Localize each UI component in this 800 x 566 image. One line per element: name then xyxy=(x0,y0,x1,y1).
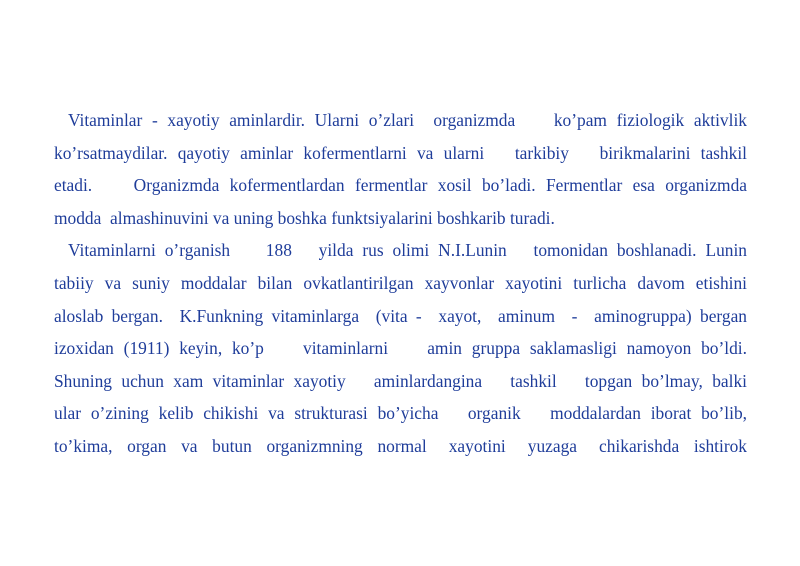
paragraph-1-line-2: ko’rsatmaydilar. qayotiy aminlar kofermentlarni va ularni tarkibiy birikmalarini tashkil xyxy=(54,142,747,163)
paragraph-2-line-6: ular o’zining kelib chikishi va strukturasi bo’yicha organik moddalardan iborat bo’lib, xyxy=(54,403,747,424)
paragraph-2-line-4: izoxidan (1911) keyin, ko’p vitaminlarni amin gruppa saklamasligi namoyon bo’ldi. xyxy=(54,338,747,359)
paragraph-2-line-7: to’kima, organ va butun organizmning normal xayotini yuzaga chikarishda ishtirok xyxy=(54,435,747,456)
body-text xyxy=(54,104,747,463)
paragraph-1-line-4: modda almashinuvini va uning boshka funktsiyalarini boshkarib turadi. xyxy=(54,207,555,228)
paragraph-2-line-1: Vitaminlarni o’rganish 188 yilda rus olimi N.I.Lunin tomonidan boshlanadi. Lunin xyxy=(68,240,747,261)
paragraph-2-line-5: Shuning uchun xam vitaminlar xayotiy aminlardangina tashkil topgan bo’lmay, balki xyxy=(54,370,747,391)
paragraph-1-line-1: Vitaminlar - xayotiy aminlardir. Ularni o’zlari organizmda ko’pam fiziologik aktivlik xyxy=(68,110,747,130)
paragraph-2-line-3: aloslab bergan. K.Funkning vitaminlarga (vita - xayot, aminum - aminogruppa) bergan xyxy=(54,305,747,326)
paragraph-2-line-2: tabiiy va suniy moddalar bilan ovkatlantirilgan xayvonlar xayotini turlicha davom etishini xyxy=(54,272,747,293)
paragraph-1-line-3: etadi. Organizmda kofermentlardan fermentlar xosil bo’ladi. Fermentlar esa organizmda xyxy=(54,175,747,196)
